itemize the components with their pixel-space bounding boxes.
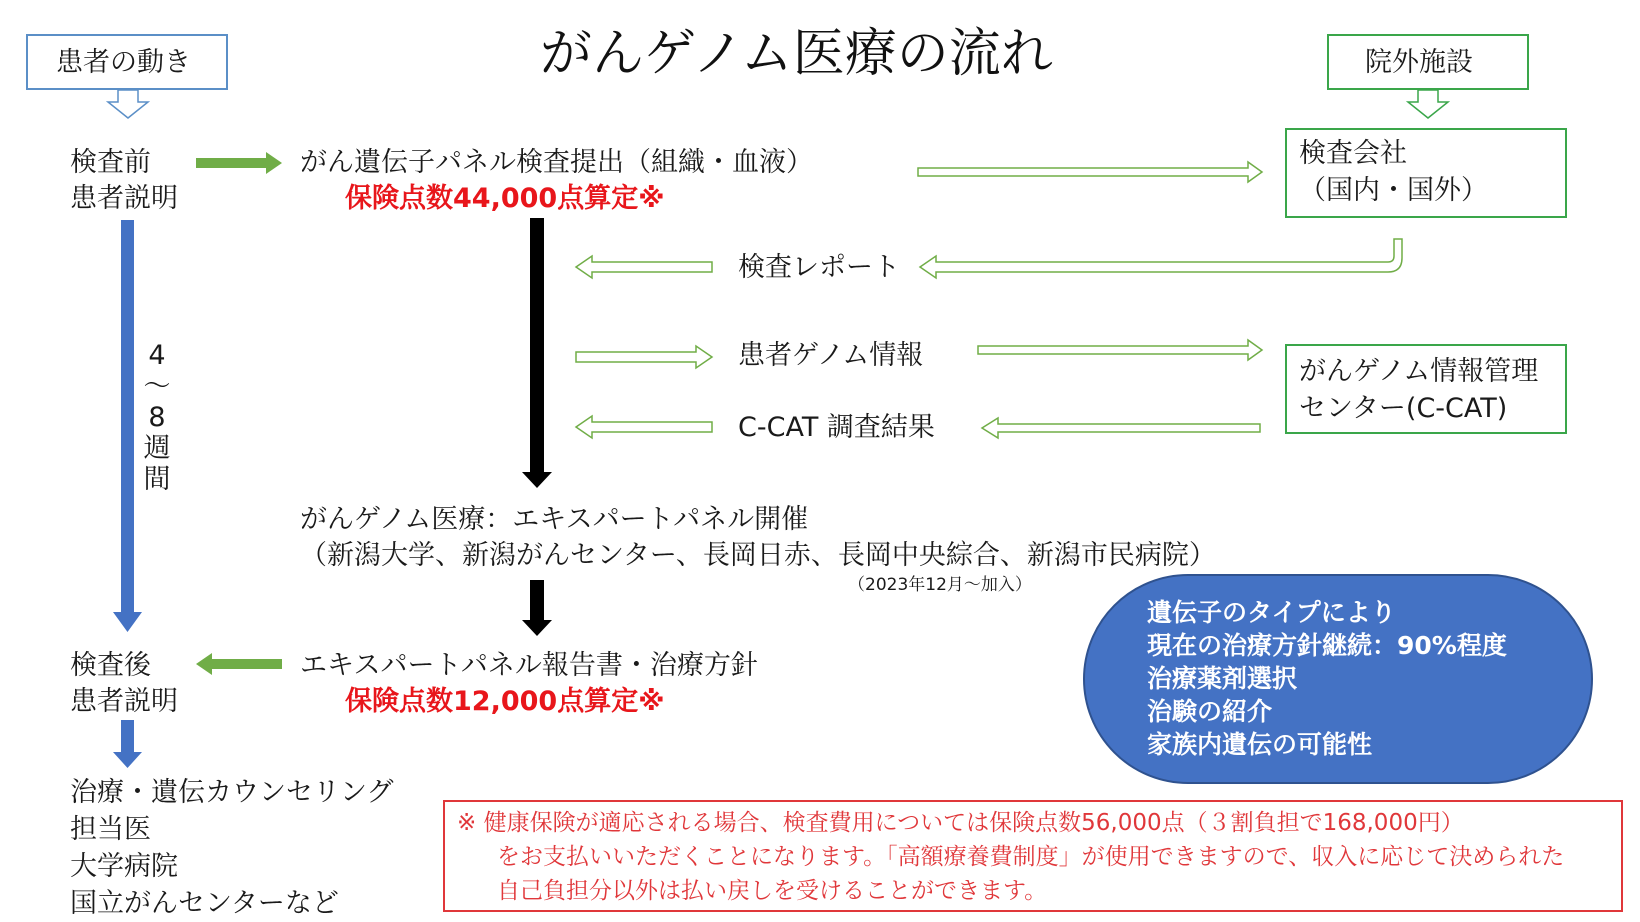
treatment-line1: 治療・遺伝カウンセリング (70, 777, 394, 808)
arrow-genome-to-ccat (978, 340, 1262, 360)
expert-report-label: エキスパートパネル報告書・治療方針 (300, 650, 758, 681)
treatment-line3: 大学病院 (70, 851, 178, 882)
ccat-center-box (1285, 344, 1567, 434)
lab-line2: （国内・国外） (1299, 175, 1488, 206)
arrow-submission-to-lab (918, 162, 1262, 182)
black-arrow-long (522, 218, 552, 488)
expert-panel-label: がんゲノム医療：エキスパートパネル開催 (300, 504, 809, 535)
arrow-before-to-submission (196, 152, 282, 174)
outcome-item: 治験の紹介 (1147, 697, 1273, 726)
note-line: 自己負担分以外は払い戻しを受けることができます。 (497, 878, 1048, 904)
before-test-line2: 患者説明 (70, 183, 178, 214)
treatment-line4: 国立がんセンターなど (70, 888, 339, 919)
after-test-line2: 患者説明 (70, 686, 178, 717)
external-header-box (1327, 34, 1529, 90)
ccat-center-line2: センター(C-CAT) (1299, 393, 1508, 424)
points-2: 保険点数12,000点算定※ (345, 686, 665, 717)
outcome-item: 家族内遺伝の可能性 (1147, 730, 1373, 759)
hospitals-label: （新潟大学、新潟がんセンター、長岡日赤、長岡中央綜合、新潟市民病院） (300, 540, 1216, 571)
ccat-center-line1: がんゲノム情報管理 (1299, 356, 1539, 387)
note-line: をお支払いいただくことになります。「高額療養費制度」が使用できますので、収入に応じて決められた (497, 844, 1565, 870)
before-test-line1: 検査前 (70, 147, 151, 178)
hospitals-note: （2023年12月〜加入） (848, 575, 1032, 595)
duration-char: 〜 (143, 371, 171, 402)
lab-line1: 検査会社 (1299, 138, 1407, 169)
external-header: 院外施設 (1365, 47, 1473, 78)
ccat-result-label: C-CAT 調査結果 (738, 412, 935, 443)
arrow-result-left (576, 416, 712, 438)
lab-box (1285, 128, 1567, 218)
patient-header: 患者の動き (56, 47, 191, 78)
submission-label: がん遺伝子パネル検査提出（組織・血液） (300, 147, 813, 178)
genome-info-label: 患者ゲノム情報 (738, 340, 924, 371)
arrow-to-genome-info (576, 346, 712, 368)
arrow-lab-to-report (920, 239, 1402, 278)
blue-arrow-duration (113, 220, 142, 632)
patient-header-box (26, 34, 228, 90)
blue-arrow-after (113, 720, 142, 768)
treatment-line2: 担当医 (70, 814, 151, 845)
outcome-item: 遺伝子のタイプにより (1147, 598, 1396, 627)
black-arrow-short (522, 580, 552, 636)
page-title: がんゲノム医療の流れ (540, 24, 1053, 84)
arrow-ccat-to-result (982, 418, 1260, 438)
duration-char: 間 (143, 464, 171, 495)
report-label: 検査レポート (738, 252, 900, 283)
outcomes-oval (1083, 574, 1593, 784)
note-line: ※ 健康保険が適応される場合、検査費用については保険点数56,000点（３割負担で168,000円） (457, 810, 1464, 836)
after-test-line1: 検査後 (70, 650, 151, 681)
insurance-note (443, 800, 1623, 912)
outcome-item: 現在の治療方針継続：90%程度 (1147, 631, 1507, 660)
duration-char: 4 (148, 340, 166, 371)
points-1: 保険点数44,000点算定※ (345, 183, 665, 214)
duration-label (142, 340, 172, 495)
header-down-arrow-right (1408, 90, 1448, 118)
header-down-arrow-left (108, 90, 148, 118)
arrow-report-left (576, 256, 712, 278)
duration-char: 週 (143, 433, 171, 464)
duration-char: 8 (148, 402, 166, 433)
arrow-report-to-after (196, 653, 282, 675)
outcome-item: 治療薬剤選択 (1147, 664, 1298, 693)
